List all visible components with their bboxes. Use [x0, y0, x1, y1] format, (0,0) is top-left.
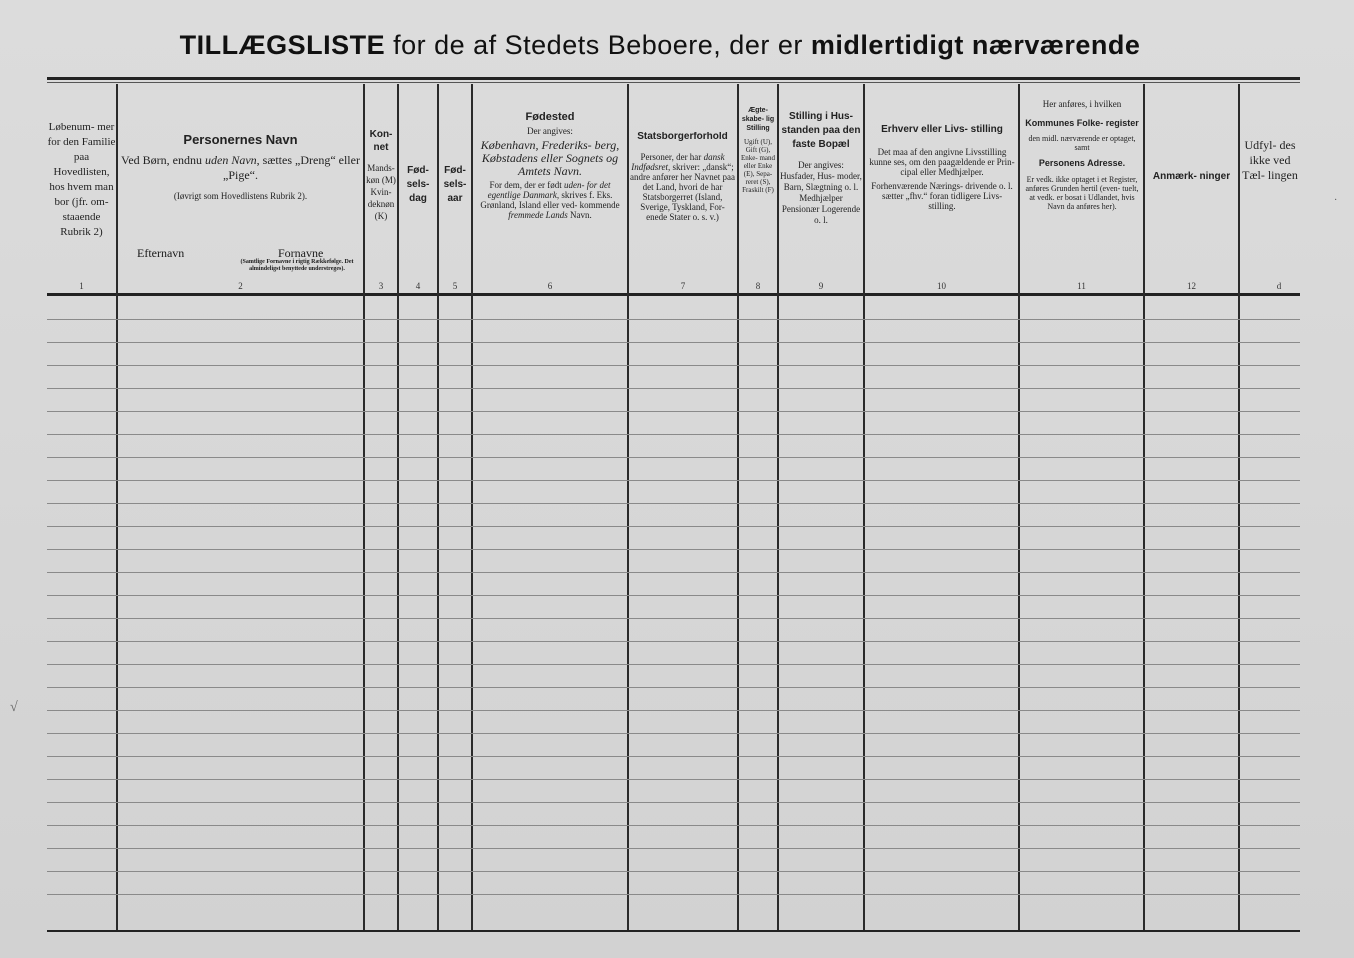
- col-d-header: [1240, 138, 1300, 330]
- col-divider-10: [1018, 84, 1020, 930]
- col-7-header: [629, 132, 736, 324]
- col-2-line1-end: , sættes „Dreng“ eller „Pige“.: [223, 153, 360, 182]
- row-line: [47, 687, 1300, 688]
- col-9-number: 9: [818, 281, 824, 291]
- col-2-line1-it: uden Navn: [205, 153, 257, 167]
- top-rule: [47, 77, 1300, 80]
- col-6-sub: Der angives:: [527, 126, 573, 136]
- row-line: [47, 710, 1300, 711]
- title-part3: midlertidigt nærværende: [810, 30, 1141, 60]
- col-8-header: [739, 106, 777, 298]
- row-line: [47, 549, 1300, 550]
- col-5-heading: Fød- sels- aar: [443, 165, 467, 204]
- row-line: [47, 342, 1300, 343]
- col-12-number: 12: [1187, 281, 1196, 291]
- col-4-heading: Fød- sels- dag: [406, 165, 430, 204]
- col-6-foreign: [476, 180, 624, 220]
- row-line: [47, 388, 1300, 389]
- row-line: [47, 411, 1300, 412]
- col-6-header: [476, 112, 624, 304]
- col-6-places: København, Frederiks- berg, Købstadens eller Sognets og Amtets Navn.: [480, 138, 620, 178]
- col-9-heading: Stilling i Hus- standen paa den faste Bopæl: [781, 111, 861, 150]
- col-11-number: 11: [1077, 281, 1086, 291]
- col-7-text: [629, 152, 736, 222]
- col-11-mid: den midl. nærværende er optaget, samt: [1028, 134, 1136, 152]
- col-11-heading2: Personens Adresse.: [1038, 158, 1126, 168]
- col-10-text2: Forhenværende Nærings- drivende o. l. sætter „fhv.“ foran tidligere Livs- stilling.: [871, 181, 1013, 211]
- col-1-number: 1: [79, 281, 84, 291]
- col-3-heading: Kon- net: [369, 129, 393, 153]
- row-line: [47, 641, 1300, 642]
- col-7-it1: dansk Indfødsret,: [631, 152, 725, 172]
- col-6-text3: skrives f. Eks. Grønland, Island eller ved- kommende: [480, 190, 620, 210]
- col-12-header: [1145, 170, 1238, 362]
- row-line: [47, 664, 1300, 665]
- col-2-note: (Iøvrigt som Hovedlistens Rubrik 2).: [173, 191, 308, 201]
- col-divider-9: [863, 84, 865, 930]
- col-2-header: [118, 132, 363, 324]
- col-d-text: Udfyl- des ikke ved Tæl- lingen: [1242, 138, 1298, 182]
- margin-dot: ·: [1334, 195, 1338, 206]
- col-2-sub-right: Fornavne: [278, 246, 324, 260]
- col-3-number: 3: [378, 281, 384, 291]
- row-line: [47, 894, 1300, 895]
- col-d-number: d: [1276, 281, 1282, 291]
- row-line: [47, 779, 1300, 780]
- col-7-heading: Statsborgerforhold: [637, 132, 728, 142]
- col-3-text: Mands- køn (M) Kvin- deknøn (K): [366, 163, 396, 221]
- col-7-number: 7: [680, 281, 686, 291]
- col-6-it3: fremmede Lands: [508, 210, 568, 220]
- col-10-text1: Det maa af den angivne Livsstilling kunne ses, om den paagældende er Prin- cipal eller Medhjælper.: [869, 147, 1015, 177]
- row-line: [47, 572, 1300, 573]
- col-7-text1: Personer, der har: [640, 152, 704, 162]
- title-part2: for de af Stedets Beboere, der er: [385, 30, 811, 60]
- row-line: [47, 526, 1300, 527]
- row-line: [47, 871, 1300, 872]
- row-line: [47, 503, 1300, 504]
- row-line: [47, 756, 1300, 757]
- check-mark: √: [10, 700, 18, 715]
- row-line: [47, 480, 1300, 481]
- col-11-heading1: Kommunes Folke- register: [1025, 118, 1139, 128]
- col-divider-8: [777, 84, 779, 930]
- col-2-number: 2: [238, 281, 243, 291]
- form-title: [0, 30, 1320, 61]
- col-11-pre: Her anføres, i hvilken: [1042, 100, 1122, 109]
- col-9-text: Der angives: Husfader, Hus- moder, Barn, Slægtning o. l. Medhjælper Pensionær Logerende o. l.: [780, 160, 862, 225]
- col-5-number: 5: [452, 281, 458, 291]
- col-11-text: Er vedk. ikke optaget i et Register, anføres Grunden hertil (even- tuelt, at vedk. er bosat i Udlandet, hvis Navn da anføres her).: [1025, 175, 1139, 211]
- row-line: [47, 825, 1300, 826]
- col-4-number: 4: [415, 281, 421, 291]
- col-1-text: Løbenum- mer for den Familie paa Hovedlisten, hos hvem man bor (jfr. om- staaende Rubrik 2): [47, 121, 116, 238]
- row-line: [47, 733, 1300, 734]
- col-6-heading: Fødested: [525, 112, 575, 123]
- col-2-heading: Personernes Navn: [183, 132, 298, 147]
- col-2-sub-left: Efternavn: [137, 246, 185, 260]
- col-6-number: 6: [547, 281, 553, 291]
- row-line: [47, 595, 1300, 596]
- col-2-instruction: [118, 153, 363, 183]
- row-line: [47, 802, 1300, 803]
- col-6-text4: Navn.: [567, 210, 592, 220]
- col-9-header: [780, 110, 862, 302]
- col-2-line1: Ved Børn, endnu: [121, 153, 206, 167]
- col-7-text2: skriver: „dansk“; andre anfører her Navnet paa det Land, hvori de har Statsborgerret (Island, Sverige, Tyskland, For- enede Stater o. s. v.): [630, 162, 735, 222]
- title-part1: TILLÆGSLISTE: [179, 30, 386, 60]
- col-divider-5: [471, 84, 473, 930]
- col-8-number: 8: [755, 281, 761, 291]
- col-11-header: [1022, 100, 1142, 292]
- row-line: [47, 365, 1300, 366]
- col-10-number: 10: [937, 281, 946, 291]
- row-line: [47, 848, 1300, 849]
- bottom-rule: [47, 930, 1300, 932]
- col-6-text2: For dem, der er født: [489, 180, 564, 190]
- row-line: [47, 457, 1300, 458]
- col-2-sub-note: (Samtlige Fornavne i rigtig Rækkefølge. Det almindeligst benyttede understreges).: [240, 259, 354, 272]
- col-8-heading: Ægte- skabe- lig Stilling: [741, 107, 775, 132]
- col-5-header: [439, 164, 471, 356]
- col-3-header: [365, 128, 397, 320]
- row-line: [47, 434, 1300, 435]
- col-8-text: Ugift (U), Gift (G), Enke- mand eller Enke (E), Sepa- reret (S), Fraskilt (F): [740, 138, 775, 194]
- col-4-header: [399, 164, 437, 356]
- row-line: [47, 618, 1300, 619]
- col-6-it2: uden- for det egentlige Danmark,: [487, 180, 611, 200]
- col-10-heading: Erhverv eller Livs- stilling: [881, 124, 1003, 135]
- col-12-heading: Anmærk- ninger: [1152, 171, 1231, 182]
- header-thin-rule: [47, 82, 1300, 83]
